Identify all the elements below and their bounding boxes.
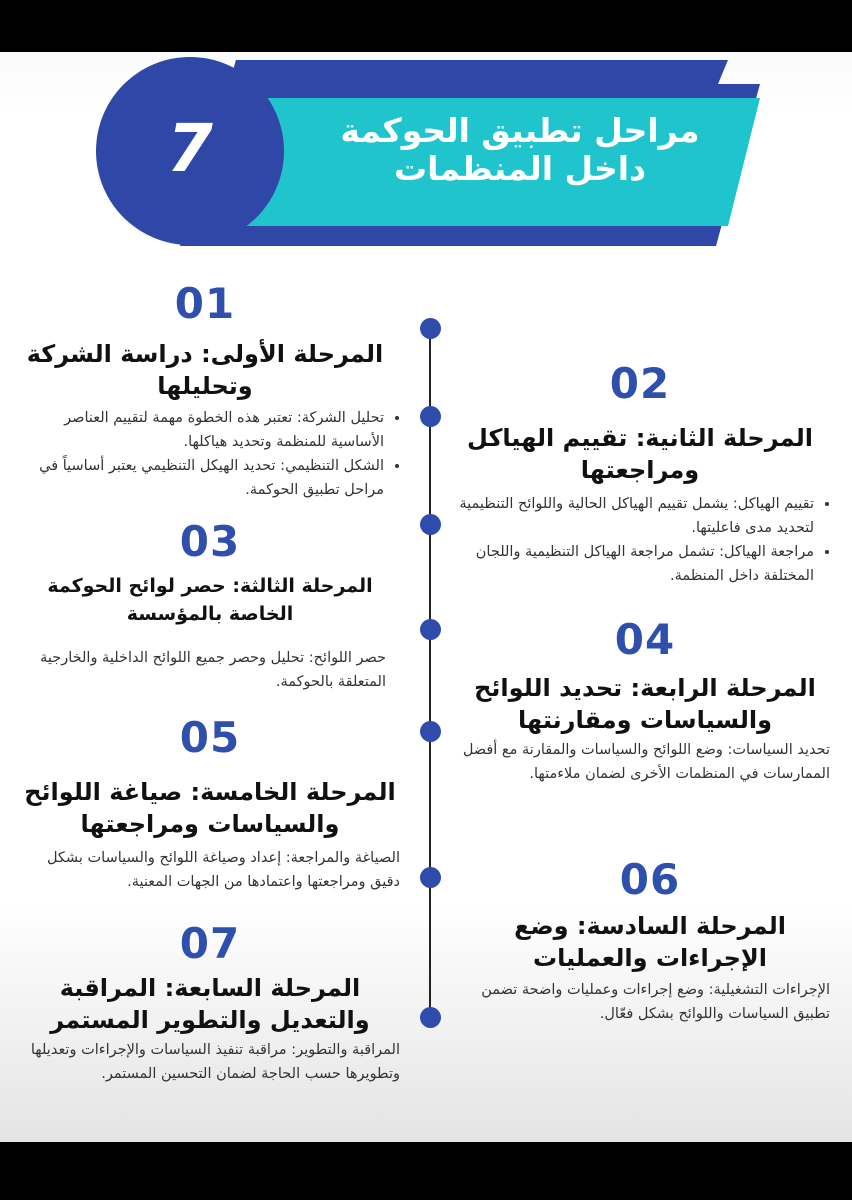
phase-count: 7 bbox=[167, 110, 213, 187]
phase-title: المرحلة الخامسة: صياغة اللوائح والسياسات ومراجعتها bbox=[24, 778, 396, 838]
phase-04 bbox=[460, 615, 830, 786]
phase-number: 02 bbox=[609, 359, 671, 408]
phase-title: المرحلة الرابعة: تحديد اللوائح والسياسات ومقارنتها bbox=[474, 674, 816, 734]
timeline-line bbox=[429, 328, 431, 1018]
timeline-dot bbox=[420, 406, 441, 427]
phase-body: الصياغة والمراجعة: إعداد وصياغة اللوائح والسياسات بشكل دقيق ومراجعتها واعتمادها من الجهات المعنية. bbox=[46, 850, 400, 890]
timeline-dot bbox=[420, 619, 441, 640]
timeline-dot bbox=[420, 318, 441, 339]
phase-title: المرحلة الثانية: تقييم الهياكل ومراجعتها bbox=[467, 424, 813, 484]
phase-title: المرحلة الأولى: دراسة الشركة وتحليلها bbox=[26, 340, 384, 400]
phase-body: المراقبة والتطوير: مراقبة تنفيذ السياسات والإجراءات وتعديلها وتطويرها حسب الحاجة لضمان التحسين المستمر. bbox=[30, 1042, 400, 1082]
bullet-item: • الشكل التنظيمي: تحديد الهيكل التنظيمي يعتبر أساسياً في مراحل تطبيق الحوكمة. bbox=[10, 454, 384, 502]
phase-02 bbox=[450, 359, 830, 588]
phase-title: المرحلة السابعة: المراقبة والتعديل والتطوير المستمر bbox=[50, 974, 370, 1034]
phase-number: 04 bbox=[614, 615, 676, 664]
phase-06 bbox=[470, 855, 830, 1026]
phase-body bbox=[450, 492, 830, 588]
phase-body: حصر اللوائح: تحليل وحصر جميع اللوائح الداخلية والخارجية المتعلقة بالحوكمة. bbox=[40, 650, 386, 690]
timeline-dot bbox=[420, 514, 441, 535]
phase-05 bbox=[20, 713, 400, 894]
phase-title: المرحلة السادسة: وضع الإجراءات والعمليات bbox=[514, 912, 786, 972]
header-banner bbox=[0, 52, 852, 252]
phase-body bbox=[10, 406, 400, 502]
timeline-dot bbox=[420, 867, 441, 888]
bullet-item: • تقييم الهياكل: يشمل تقييم الهياكل الحالية واللوائح التنظيمية لتحديد مدى فاعليتها. bbox=[450, 492, 814, 540]
phase-body: الإجراءات التشغيلية: وضع إجراءات وعمليات واضحة تضمن تطبيق السياسات واللوائح بشكل فعّال. bbox=[481, 982, 830, 1022]
phase-number: 07 bbox=[179, 919, 241, 968]
phase-07 bbox=[20, 919, 400, 1086]
bullet-item: • مراجعة الهياكل: تشمل مراجعة الهياكل التنظيمية واللجان المختلفة داخل المنظمة. bbox=[450, 540, 814, 588]
bullet-item: • تحليل الشركة: تعتبر هذه الخطوة مهمة لتقييم العناصر الأساسية للمنظمة وتحديد هياكلها. bbox=[10, 406, 384, 454]
phase-01 bbox=[10, 279, 400, 502]
phase-body: تحديد السياسات: وضع اللوائح والسياسات والمقارنة مع أفضل الممارسات في المنظمات الأخرى لضمان ملاءمتها. bbox=[462, 742, 830, 782]
phase-number: 06 bbox=[619, 855, 681, 904]
infographic-page bbox=[0, 52, 852, 1142]
timeline-dot bbox=[420, 1007, 441, 1028]
timeline-dot bbox=[420, 721, 441, 742]
phase-number: 05 bbox=[179, 713, 241, 762]
page-title: مراحل تطبيق الحوكمة داخل المنظمات bbox=[340, 111, 700, 188]
phase-number: 03 bbox=[179, 517, 241, 566]
phase-03 bbox=[30, 517, 390, 694]
phase-number: 01 bbox=[174, 279, 236, 328]
phase-title: المرحلة الثالثة: حصر لوائح الحوكمة الخاصة بالمؤسسة bbox=[47, 575, 373, 625]
